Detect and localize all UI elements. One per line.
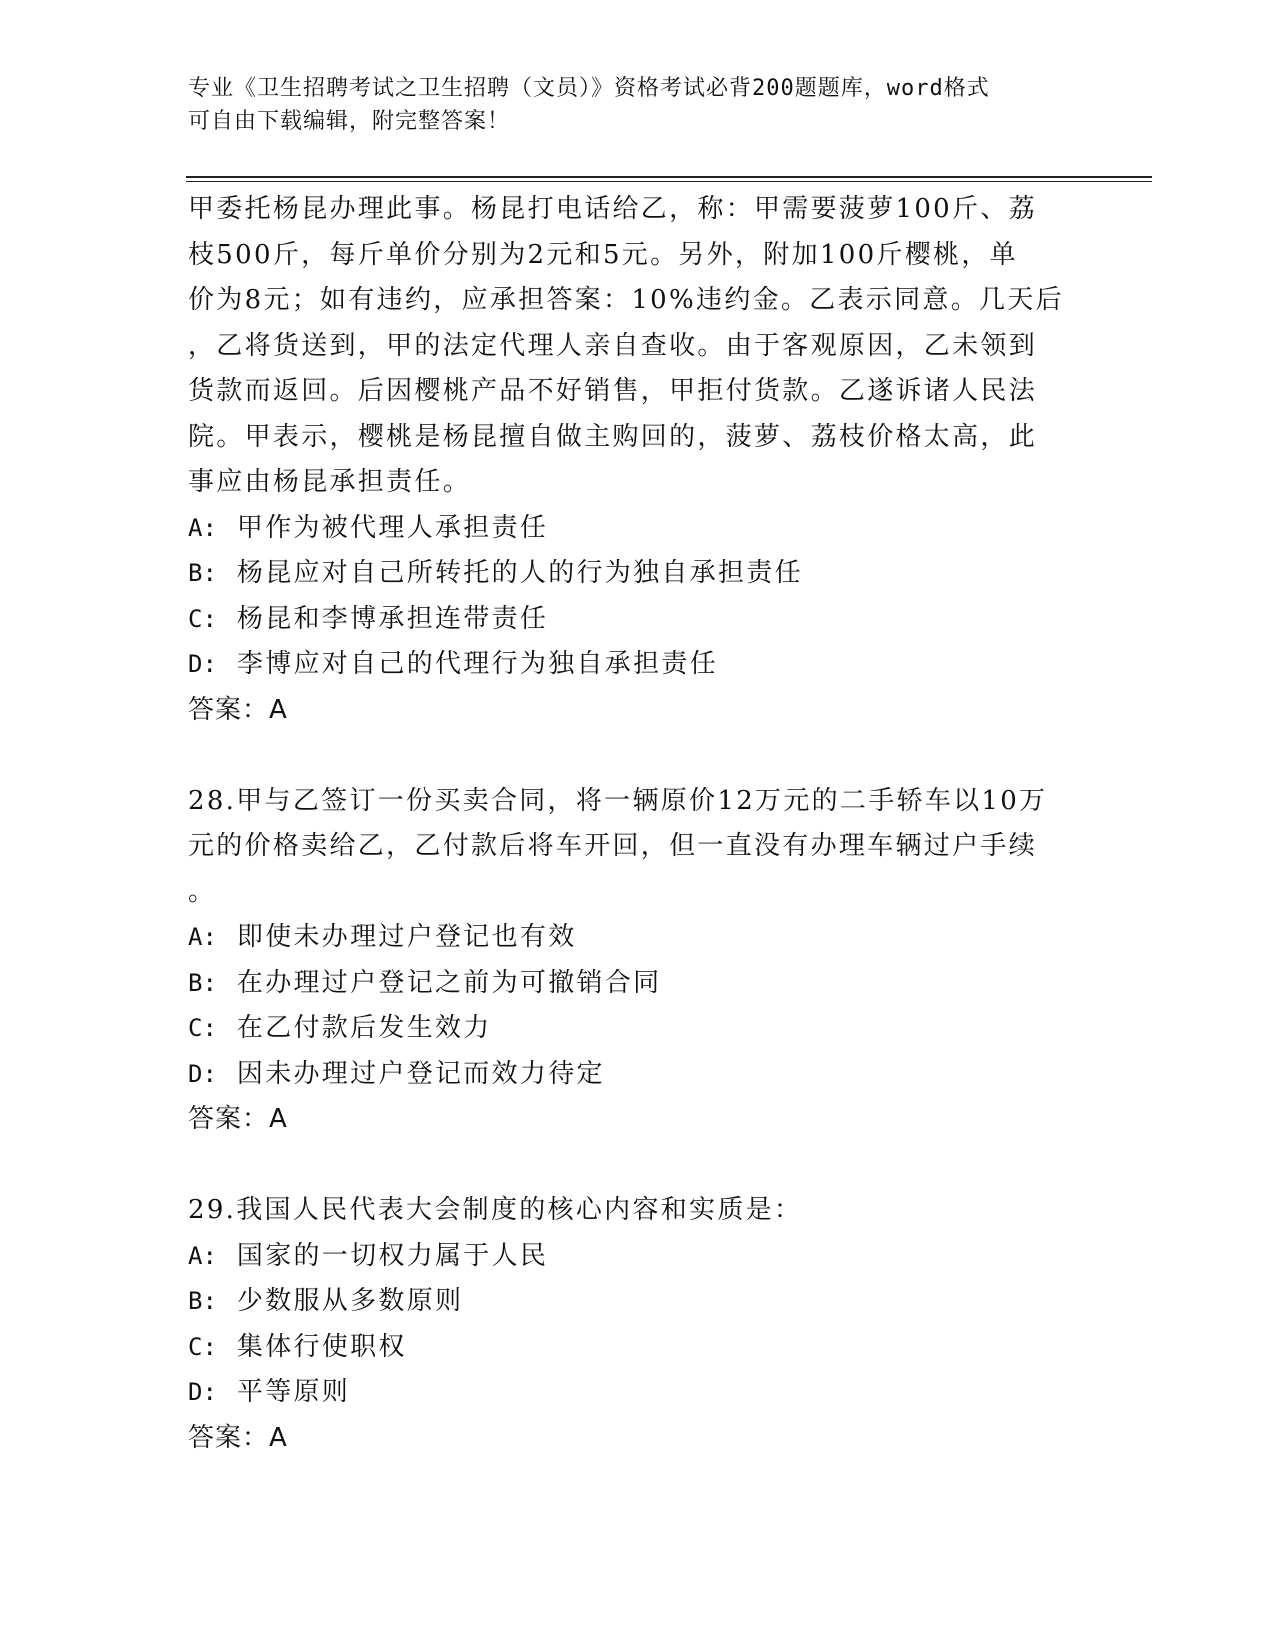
option-text: 杨昆和李博承担连带责任 [236, 603, 549, 634]
option-key: A: [188, 923, 217, 951]
option-a [188, 915, 1088, 961]
option-key: D: [188, 1059, 217, 1088]
question-27 [188, 187, 1088, 733]
option-text: 集体行使职权 [236, 1331, 407, 1362]
document-body [188, 187, 1088, 1461]
document-header [188, 72, 1068, 138]
option-text: 李博应对自己的代理行为独自承担责任 [236, 649, 719, 679]
option-key: A: [188, 513, 217, 542]
stem-line: 29.我国人民代表大会制度的核心内容和实质是： [188, 1195, 803, 1225]
answer-line: 答案：A [188, 1422, 288, 1453]
option-c [188, 597, 1088, 643]
option-c [188, 1006, 1088, 1052]
option-text: 平等原则 [236, 1377, 351, 1407]
question-29 [188, 1188, 1088, 1461]
stem-line: 价为8元；如有违约，应承担答案：10%违约金。乙表示同意。几天后 [188, 285, 1064, 315]
option-d [188, 642, 1088, 688]
option-key: C: [188, 1332, 217, 1361]
option-key: B: [188, 559, 217, 587]
question-28 [188, 779, 1088, 1143]
answer-line: 答案：A [188, 694, 288, 725]
question-stem [188, 779, 1088, 916]
option-key: C: [188, 604, 217, 633]
header-divider-thick [186, 176, 1152, 178]
answer-line: 答案：A [188, 1104, 288, 1134]
option-key: B: [188, 1287, 217, 1315]
option-text: 在办理过户登记之前为可撤销合同 [236, 967, 662, 998]
option-key: D: [188, 650, 217, 678]
option-d [188, 1052, 1088, 1098]
option-d [188, 1370, 1088, 1416]
option-a [188, 1234, 1088, 1280]
option-key: B: [188, 968, 217, 997]
option-text: 杨昆应对自己所转托的人的行为独自承担责任 [236, 558, 803, 588]
stem-line: 货款而返回。后因樱桃产品不好销售，甲拒付货款。乙遂诉诸人民法 [188, 376, 1038, 406]
option-key: D: [188, 1378, 217, 1406]
stem-line: ，乙将货送到，甲的法定代理人亲自查收。由于客观原因，乙未领到 [188, 330, 1038, 361]
stem-line: 28.甲与乙签订一份买卖合同，将一辆原价12万元的二手轿车以10万 [188, 785, 1048, 816]
stem-line: 院。甲表示，樱桃是杨昆擅自做主购回的，菠萝、荔枝价格太高，此 [188, 421, 1038, 452]
option-b [188, 1279, 1088, 1325]
question-stem [188, 187, 1088, 506]
option-text: 国家的一切权力属于人民 [236, 1240, 549, 1271]
option-text: 在乙付款后发生效力 [236, 1013, 492, 1043]
option-a [188, 506, 1088, 552]
option-key: A: [188, 1241, 217, 1270]
option-text: 少数服从多数原则 [236, 1286, 464, 1316]
header-line-1: 专业《卫生招聘考试之卫生招聘（文员）》资格考试必背200题题库，word格式 [188, 76, 990, 101]
option-c [188, 1325, 1088, 1371]
stem-line: 甲委托杨昆办理此事。杨昆打电话给乙，称：甲需要菠萝100斤、荔 [188, 194, 1037, 224]
stem-line: 元的价格卖给乙，乙付款后将车开回，但一直没有办理车辆过户手续 [188, 831, 1038, 861]
option-b [188, 961, 1088, 1007]
question-stem [188, 1188, 1088, 1234]
option-text: 因未办理过户登记而效力待定 [236, 1058, 605, 1089]
option-b [188, 551, 1088, 597]
option-text: 即使未办理过户登记也有效 [236, 922, 577, 952]
header-line-2: 可自由下载编辑，附完整答案！ [188, 109, 511, 134]
stem-line: 枝500斤，每斤单价分别为2元和5元。另外，附加100斤樱桃，单 [188, 239, 1018, 270]
stem-line: 。 [188, 876, 217, 907]
option-key: C: [188, 1014, 217, 1042]
option-text: 甲作为被代理人承担责任 [236, 512, 549, 543]
header-divider-thin [186, 181, 1152, 182]
stem-line: 事应由杨昆承担责任。 [188, 467, 472, 497]
